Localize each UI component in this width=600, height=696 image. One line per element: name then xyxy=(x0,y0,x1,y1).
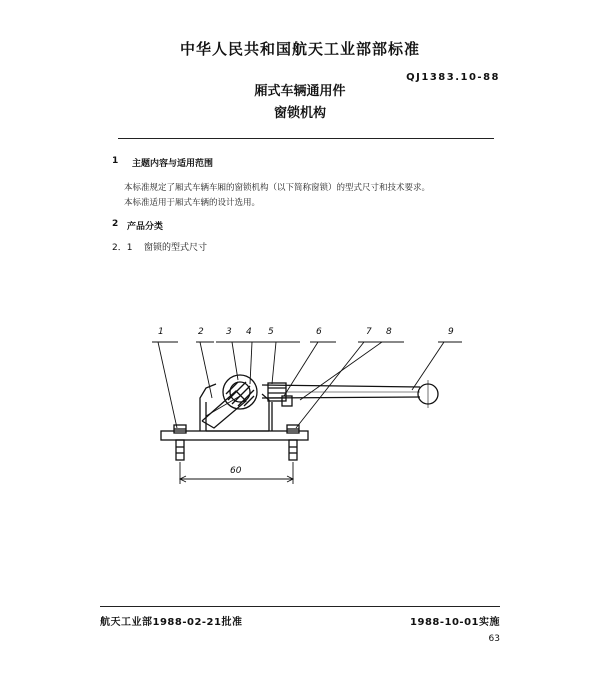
page-number: 63 xyxy=(488,634,500,644)
footer-divider xyxy=(100,606,500,607)
section-2-1-heading: 窗锁的型式尺寸 xyxy=(144,243,208,253)
dimension-label: 60 xyxy=(230,466,242,476)
left-bolt xyxy=(174,425,186,460)
callout-3: 3 xyxy=(226,327,232,337)
section-2-1-number: 2．1 xyxy=(112,243,133,253)
approval-date: 航天工业部1988-02-21批准 xyxy=(100,617,243,628)
document-title: 厢式车辆通用件 xyxy=(254,84,346,99)
document-subtitle: 窗锁机构 xyxy=(273,106,326,121)
cam-disk xyxy=(223,375,257,409)
callout-6: 6 xyxy=(316,327,322,337)
callout-1: 1 xyxy=(158,327,164,337)
handle-lever xyxy=(262,380,438,408)
callout-5: 5 xyxy=(268,327,274,337)
effective-date: 1988-10-01实施 xyxy=(410,617,500,628)
callout-2: 2 xyxy=(198,327,204,337)
issuing-authority: 中华人民共和国航天工业部部标准 xyxy=(179,40,420,58)
right-bolt xyxy=(287,425,299,460)
callout-9: 9 xyxy=(448,327,454,337)
callout-7: 7 xyxy=(366,327,372,337)
standard-number: QJ1383.10-88 xyxy=(406,72,500,83)
section-1-paragraph-1: 本标准规定了厢式车辆车厢的窗锁机构（以下简称窗锁）的型式尺寸和技术要求。 xyxy=(124,183,431,193)
section-2-number: 2 xyxy=(112,219,119,229)
callout-8: 8 xyxy=(386,327,392,337)
section-1-number: 1 xyxy=(112,156,119,166)
section-2-heading: 产品分类 xyxy=(127,222,164,232)
section-1-paragraph-2: 本标准适用于厢式车辆的设计选用。 xyxy=(124,198,261,208)
callout-4: 4 xyxy=(246,327,252,337)
section-1-heading: 主题内容与适用范围 xyxy=(132,159,214,169)
